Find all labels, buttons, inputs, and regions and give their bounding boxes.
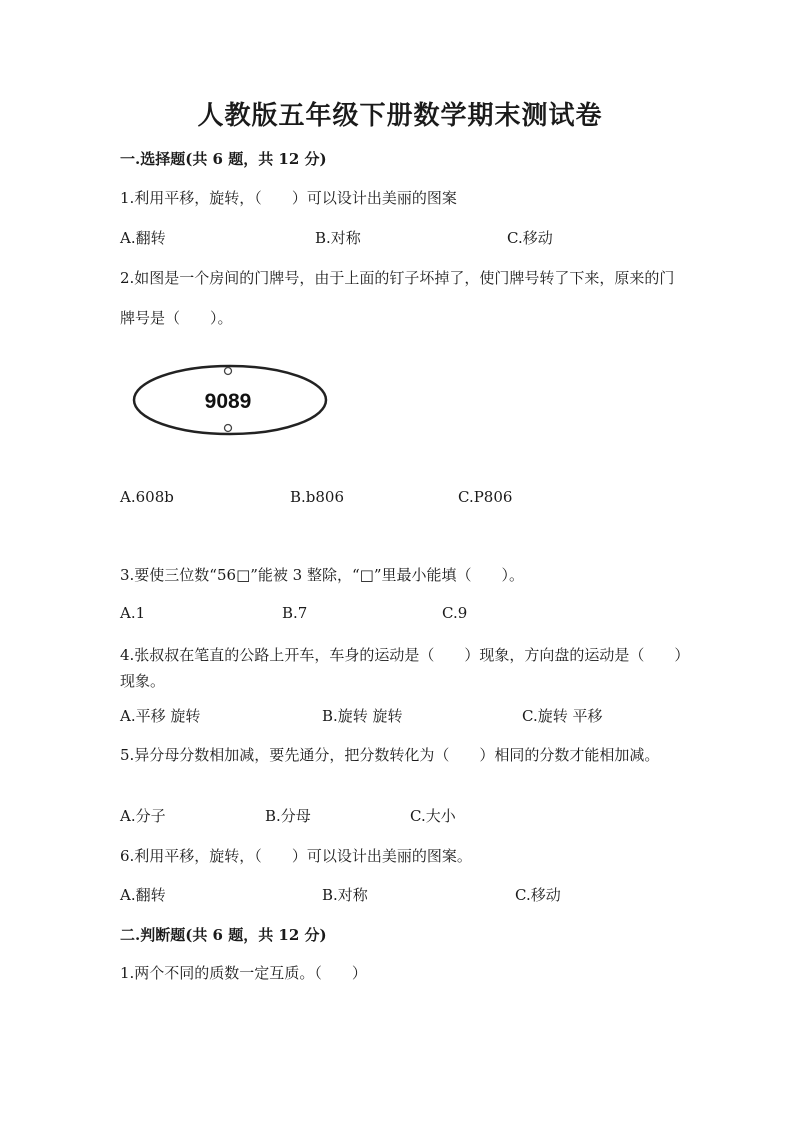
page-title: 人教版五年级下册数学期末测试卷 bbox=[197, 101, 603, 131]
question-4-options bbox=[120, 705, 720, 727]
question-6-options bbox=[120, 884, 720, 906]
option-c: C.旋转 平移 bbox=[522, 707, 603, 725]
option-b: B.旋转 旋转 bbox=[322, 707, 403, 725]
nail-hole-top-icon bbox=[225, 368, 232, 375]
question-5: 5.异分母分数相加减，要先通分，把分数转化为（ ）相同的分数才能相加减。 bbox=[120, 746, 660, 764]
nail-hole-bottom-icon bbox=[225, 425, 232, 432]
option-a: A.608b bbox=[120, 488, 174, 506]
judge-question-1: 1.两个不同的质数一定互质。（ ） bbox=[120, 964, 367, 982]
question-1-options bbox=[120, 227, 720, 249]
option-c: C.大小 bbox=[410, 807, 456, 825]
option-b: B.对称 bbox=[315, 229, 361, 247]
option-a: A.平移 旋转 bbox=[120, 707, 201, 725]
door-plate-figure bbox=[132, 362, 332, 446]
question-1: 1.利用平移，旋转，（ ）可以设计出美丽的图案 bbox=[120, 189, 457, 207]
question-5-options bbox=[120, 805, 720, 827]
question-4: 4.张叔叔在笔直的公路上开车，车身的运动是（ ）现象，方向盘的运动是（ ）现象。 bbox=[120, 646, 682, 690]
option-c: C.9 bbox=[442, 604, 468, 622]
option-b: B.对称 bbox=[322, 886, 368, 904]
door-plate-svg bbox=[132, 362, 332, 442]
option-c: C.P806 bbox=[458, 488, 513, 506]
question-6: 6.利用平移，旋转，（ ）可以设计出美丽的图案。 bbox=[120, 847, 472, 865]
section-heading-judge: 二.判断题(共 6 题，共 12 分) bbox=[120, 926, 327, 944]
question-2-options bbox=[120, 488, 720, 510]
option-b: B.b806 bbox=[290, 488, 345, 506]
option-a: A.分子 bbox=[120, 807, 166, 825]
section-heading-choice: 一.选择题(共 6 题，共 12 分) bbox=[120, 150, 327, 168]
option-b: B.分母 bbox=[265, 807, 311, 825]
option-b: B.7 bbox=[282, 604, 308, 622]
door-plate-number: 9089 bbox=[204, 390, 252, 413]
question-3: 3.要使三位数“56□”能被 3 整除，“□”里最小能填（ ）。 bbox=[120, 566, 524, 584]
option-c: C.移动 bbox=[507, 229, 553, 247]
question-3-options bbox=[120, 604, 720, 626]
option-c: C.移动 bbox=[515, 886, 561, 904]
option-a: A.翻转 bbox=[120, 886, 166, 904]
option-a: A.翻转 bbox=[120, 229, 166, 247]
question-2: 2.如图是一个房间的门牌号，由于上面的钉子坏掉了，使门牌号转了下来，原来的门牌号是（ ）。 bbox=[120, 269, 675, 327]
option-a: A.1 bbox=[120, 604, 146, 622]
